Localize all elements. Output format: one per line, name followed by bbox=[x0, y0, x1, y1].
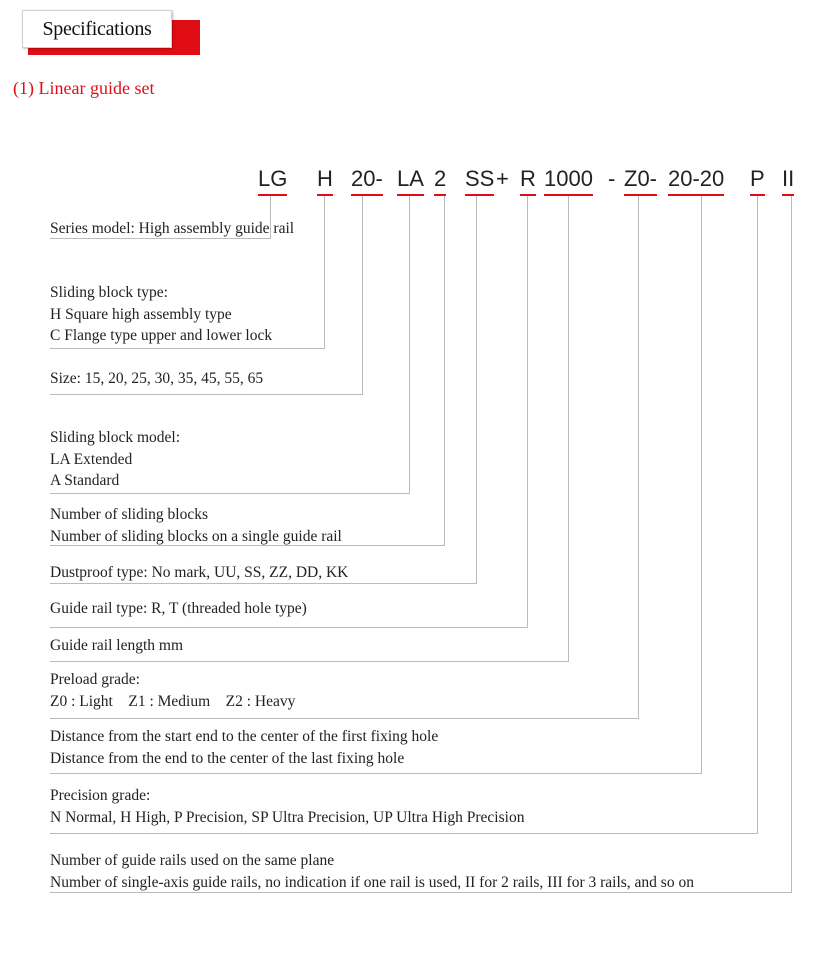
page-title: Specifications bbox=[22, 10, 172, 48]
section-title: (1) Linear guide set bbox=[13, 78, 155, 98]
desc-block-model: Sliding block model: LA Extended A Standard bbox=[50, 429, 181, 489]
code-count: 2 bbox=[434, 166, 447, 191]
code-z0: Z0- bbox=[624, 166, 657, 191]
code-r: R bbox=[520, 166, 536, 191]
desc-rail-length: Guide rail length mm bbox=[50, 637, 184, 654]
desc-rails-plane: Number of guide rails used on the same plane Number of single-axis guide rails, no indication if one rail is used, II for 2 rails, III for 3 rails, and so on bbox=[50, 852, 694, 891]
desc-hole-distance: Distance from the start end to the center of the first fixing hole Distance from the end to the center of the last fixing hole bbox=[50, 728, 439, 767]
code-la: LA bbox=[397, 166, 424, 191]
desc-precision: Precision grade: N Normal, H High, P Precision, SP Ultra Precision, UP Ultra High Precision bbox=[50, 787, 525, 826]
desc-dustproof: Dustproof type: No mark, UU, SS, ZZ, DD, KK bbox=[50, 564, 349, 581]
desc-block-count: Number of sliding blocks Number of sliding blocks on a single guide rail bbox=[50, 506, 342, 545]
desc-rail-type: Guide rail type: R, T (threaded hole type) bbox=[50, 600, 307, 617]
code-holes: 20-20 bbox=[668, 166, 725, 191]
code-plus: + bbox=[496, 166, 509, 191]
code-ss: SS bbox=[465, 166, 495, 191]
desc-series: Series model: High assembly guide rail bbox=[50, 220, 295, 237]
desc-size: Size: 15, 20, 25, 30, 35, 45, 55, 65 bbox=[50, 370, 264, 387]
desc-block-type: Sliding block type: H Square high assembly type C Flange type upper and lower lock bbox=[50, 284, 273, 344]
code-p: P bbox=[750, 166, 765, 191]
code-length: 1000 bbox=[544, 166, 593, 191]
desc-preload: Preload grade: Z0 : Light Z1 : Medium Z2 : Heavy bbox=[50, 671, 296, 710]
code-size: 20- bbox=[351, 166, 383, 191]
code-ii: II bbox=[782, 166, 795, 191]
code-h: H bbox=[317, 166, 333, 191]
code-lg: LG bbox=[258, 166, 288, 191]
code-dash: - bbox=[608, 166, 616, 191]
